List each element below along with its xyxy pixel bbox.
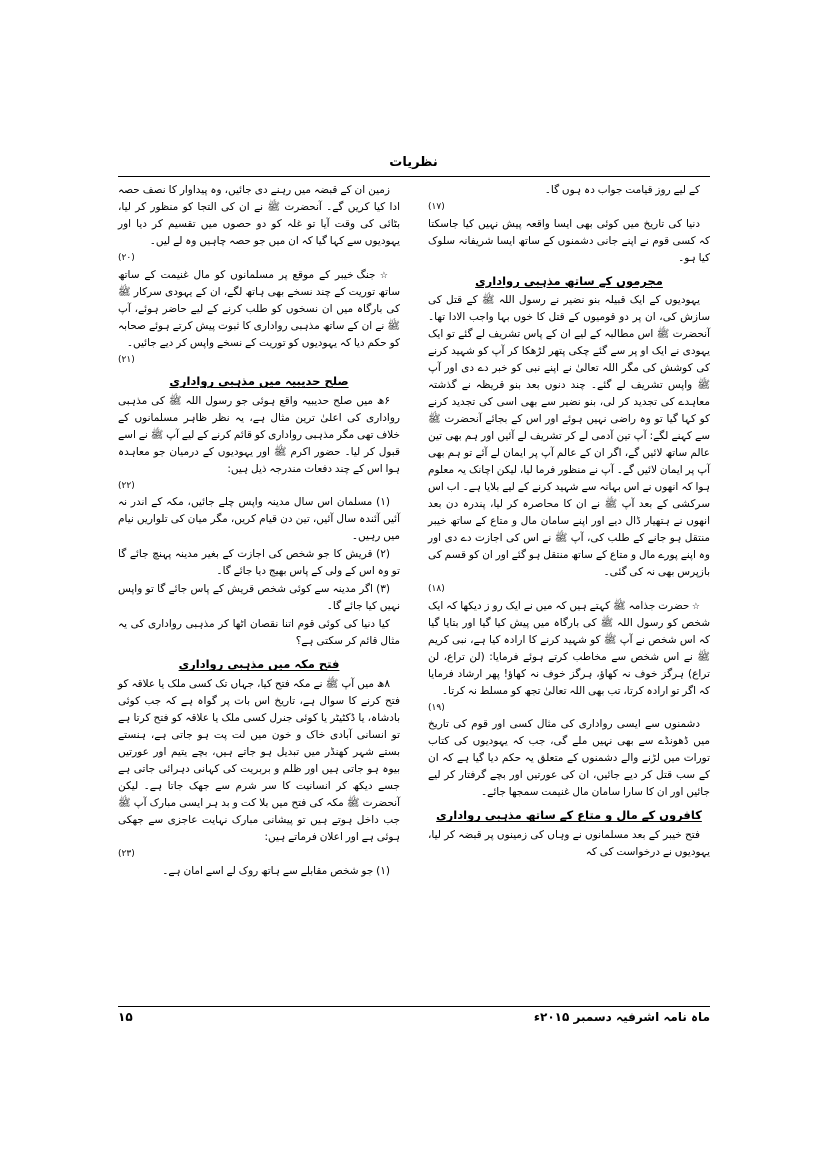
body-paragraph: زمین ان کے قبضہ میں رہنے دی جائیں، وہ پیداوار کا نصف حصہ ادا کیا کریں گے۔ آنحضرت ﷺ نے ان کی التجا کو منظور کر لیا، بٹائی کی وقت آیا تو غلہ کو دو حصوں میں تقسیم کر دیا اور یہودیوں سے کہا گیا کہ ان میں جو حصہ چاہیں وہ لے لیں۔ [118, 184, 400, 247]
footnote-reference: (۱۸) [428, 584, 445, 595]
body-paragraph: ☆ حضرت جذامہ ﷺ کہتے ہیں کہ میں نے ایک رو ز دیکھا کہ ایک شخص کو رسول اللہ ﷺ کی بارگاہ میں پیش کیا گیا اور بتایا گیا کہ اس شخص نے آپ ﷺ کو شہید کرنے کا ارادہ کیا ہے، نبی کریم ﷺ نے اس شخص سے مخاطب کرتے ہوئے فرمایا: (لن تراع، لن تراع) ہرگز خوف نہ کھاؤ، ہرگز خوف نہ کھاؤ! پھر ارشاد فرمایا کہ اگر تو ارادہ کرتا، تب بھی اللہ تعالیٰ تجھ کو مسلط نہ کرتا۔ [428, 598, 710, 700]
two-column-body [118, 182, 710, 997]
body-paragraph: فتح خیبر کے بعد مسلمانوں نے وہاں کی زمینوں پر قبضہ کر لیا، یہودیوں نے درخواست کی کہ [428, 828, 710, 858]
page-footer [118, 1010, 710, 1024]
page-header-title: نظریات [389, 155, 438, 170]
section-subheading: فتح مکہ میں مذہبی رواداری [178, 657, 340, 672]
footer-rule [118, 1006, 710, 1007]
body-paragraph: ۶ھ میں صلح حدیبیہ واقع ہوئی جو رسول اللہ ﷺ کی مذہبی رواداری کی اعلیٰ ترین مثال ہے، یہ نظر ظاہر مسلمانوں کے خلاف تھی مگر مذہبی رواداری کو قائم کرنے کے لیے آپ ﷺ نے اسے قبول کر لیا۔ حضور اکرم ﷺ اور یہودیوں کے درمیان جو معاہدہ ہوا اس کے چند دفعات مندرجہ ذیل ہیں: [118, 394, 400, 475]
footnote-reference: (۱۹) [428, 702, 445, 713]
footnote-reference: (۲۳) [118, 848, 135, 859]
footnote-reference: (۲۱) [118, 354, 135, 365]
right-text-column [428, 182, 710, 997]
section-subheading: مجرموں کے ساتھ مذہبی رواداری [475, 273, 663, 288]
header-rule [118, 176, 710, 177]
body-paragraph: دشمنوں سے ایسی رواداری کی مثال کسی اور قوم کی تاریخ میں ڈھونڈے سے بھی نہیں ملے گی، جب کہ یہودیوں کی کتاب تورات میں لڑنے والے دشمنوں کے متعلق یہ حکم دیا گیا ہے کہ ان کے سب قتل کر دیے جائیں، ان کی عورتیں اور بچے گرفتار کر لیے جائیں اور ان کا سارا سامان مال غنیمت سمجھا جائے۔ [428, 718, 710, 799]
left-text-column [118, 182, 400, 997]
body-paragraph: ۸ھ میں آپ ﷺ نے مکہ فتح کیا، جہاں تک کسی ملک یا علاقہ کو فتح کرنے کا سوال ہے، تاریخ اس بات پر گواہ ہے کہ جب کوئی بادشاہ، یا ڈکٹیٹر یا کوئی جنرل کسی ملک یا علاقہ کو فتح کرتا ہے تو انسانی آبادی خاک و خون میں لت پت ہو جاتی ہے، ہنستے بستے شہر کھنڈر میں تبدیل ہو جاتے ہیں، بچے یتیم اور عورتیں بیوہ ہو جاتی ہیں اور ظلم و بربریت کی کہانی دہرائی جاتی ہے جسے دیکھ کر انسانیت کا سر شرم سے جھک جاتا ہے۔ لیکن آنحضرت ﷺ مکہ کی فتح میں بلا کت و بد ہر ایسی مبارک آپ ﷺ جب داخل ہوتے ہیں تو پیشانی مبارک نہایت عاجزی سے جھکی ہوئی ہے اور اعلان فرماتے ہیں: [118, 677, 400, 843]
footer-page-number: ۱۵ [118, 1010, 133, 1024]
footnote-reference: (۲۲) [118, 480, 135, 491]
footnote-reference: (۱۷) [428, 202, 445, 212]
body-paragraph: کیا دنیا کی کوئی قوم اتنا نقصان اٹھا کر مذہبی رواداری کی یہ مثال قائم کر سکتی ہے؟ [118, 618, 400, 648]
section-subheading: صلح حدیبیہ میں مذہبی رواداری [169, 374, 349, 389]
body-paragraph: ☆ جنگ خیبر کے موقع پر مسلمانوں کو مال غنیمت کے ساتھ ساتھ توریت کے چند نسخے بھی ہاتھ لگے، ان کے یہودی سرکار ﷺ کی بارگاہ میں ان نسخوں کو طلب کرنے کے لیے حاضر ہوئے، آپ ﷺ نے ان کے ساتھ مذہبی رواداری کا ثبوت پیش کرتے ہوئے صحابہ کو حکم دیا کہ یہودیوں کو توریت کے نسخے واپس کر دیے جائیں۔ [118, 267, 400, 352]
body-paragraph: (۲) قریش کا جو شخص کی اجازت کے بغیر مدینہ پہنچ جائے گا تو وہ اس کے ولی کے پاس بھیج دیا جائے گا۔ [118, 548, 400, 578]
section-subheading: کافروں کے مال و متاع کے ساتھ مذہبی رواداری [436, 808, 702, 823]
footnote-reference: (۲۰) [118, 253, 135, 263]
body-paragraph: (۳) اگر مدینہ سے کوئی شخص قریش کے پاس جائے گا تو واپس نہیں کیا جائے گا۔ [118, 583, 400, 613]
body-paragraph: یہودیوں کے ایک قبیلہ بنو نضیر نے رسول اللہ ﷺ کے قتل کی سازش کی، ان پر دو قومیوں کے قتل کا خوں بہا واجب الادا تھا۔ آنحضرت ﷺ اس مطالبہ کے لیے ان کے پاس تشریف لے گئے تو ایک یہودی نے ایک او پر سے گئے چکی پتھر لڑھکا کر آپ کو شہید کرنے کی کوشش کی مگر اللہ تعالیٰ نے اپنے نبی کو خبر دے دی اور آپ ﷺ واپس تشریف لے گئے۔ چند دنوں بعد بنو قریظہ نے گذشتہ معاہدے کی تجدید کر لی، بنو نضیر سے بھی اسی کی تجدید کرنے کو کہا گیا تو وہ راضی نہیں ہوئے اور اس کے بجائے آنحضرت ﷺ سے کہنے لگے: آپ تین آدمی لے کر تشریف لے آئیں اور ہم بھی تین عالم ساتھ لائیں گے، اگر ان کے عالم آپ پر ایمان لے آئے تو ہم بھی آپ پر ایمان لائیں گے۔ آپ نے منظور فرما لیا، لیکن اچانک یہ معلوم ہوا کہ انھوں نے اس بہانہ سے شہید کرنے کے لیے بلایا ہے۔ اب اس سرکشی کے بعد آپ ﷺ نے ان کا محاصرہ کر لیا، پندرہ دن بعد انھوں نے ہتھیار ڈال دیے اور اپنے سامان مال و متاع کے ساتھ خیبر منتقل ہو جانے کے طلب کی، آپ ﷺ نے اس کی اجازت دے دی اور وہ اپنے پورے مال و متاع کے ساتھ منتقل ہو گئے اور ان کو قسم کی بازپرس بھی نہ کی گئی۔ [428, 294, 710, 579]
footer-issue-date: دسمبر ۲۰۱۵ء [533, 1010, 612, 1024]
body-paragraph: کے لیے روز قیامت جواب دہ ہوں گا۔ [544, 184, 700, 196]
footer-journal-name: ماہ نامہ اشرفیہ [616, 1010, 710, 1024]
body-paragraph: دنیا کی تاریخ میں کوئی بھی ایسا واقعہ پیش نہیں کیا جاسکتا کہ کسی قوم نے اپنے جانی دشمنوں کے ساتھ ایسا شریفانہ سلوک کیا ہو۔ [428, 217, 710, 264]
body-paragraph: (۱) جو شخص مقابلے سے ہاتھ روک لے اسے امان ہے۔ [162, 864, 390, 877]
footer-journal-info [534, 1010, 710, 1024]
body-paragraph: (۱) مسلمان اس سال مدینہ واپس چلے جائیں، مکہ کے اندر نہ آئیں آئندہ سال آئیں، تین دن قیام کریں، مگر میان کی تلواریں نیام میں رہیں۔ [118, 496, 400, 543]
